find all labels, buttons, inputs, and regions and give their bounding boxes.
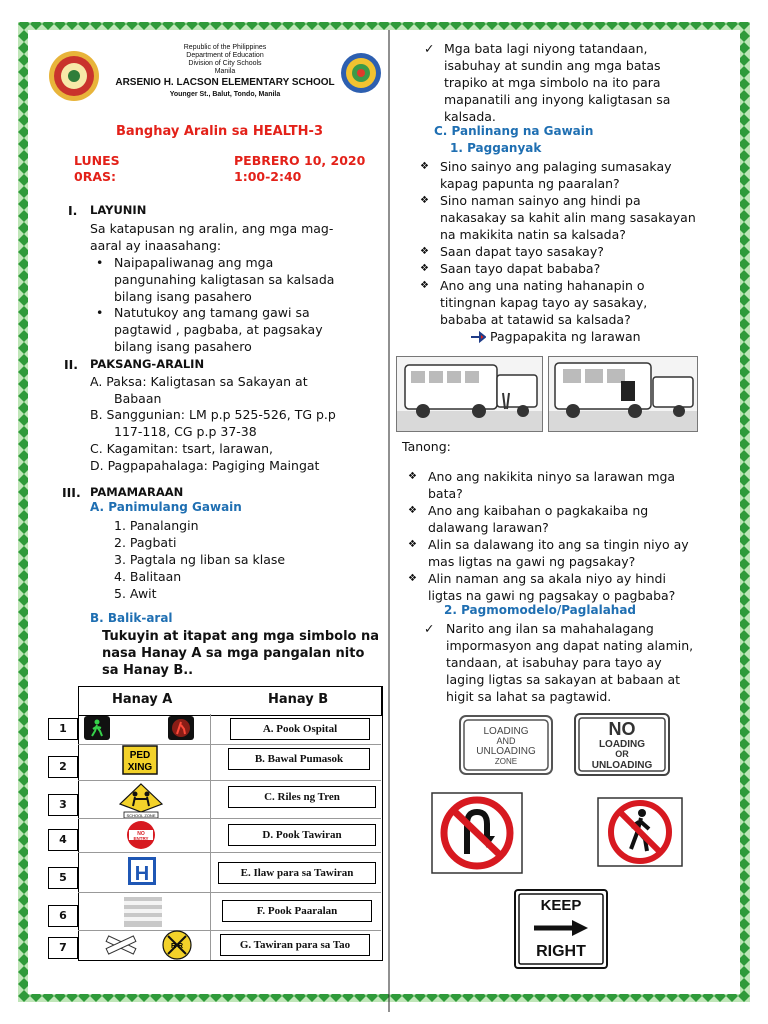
arrow-bullet-icon bbox=[470, 330, 486, 344]
objective-2: Natutukoy ang tamang gawi sa bbox=[114, 305, 310, 320]
keep-label: KEEP bbox=[540, 897, 582, 914]
day-label: LUNES bbox=[74, 153, 120, 168]
and-label: AND bbox=[496, 736, 516, 746]
question: Ano ang nakikita ninyo sa larawan mga bbox=[428, 469, 676, 484]
section2-num: II. bbox=[64, 357, 79, 372]
objective-1: bilang isang pasahero bbox=[114, 289, 252, 304]
information-text: Narito ang ilan sa mahahalagang bbox=[446, 621, 654, 636]
matching-instructions: nasa Hanay A sa mga pangalan nito bbox=[102, 646, 365, 661]
ped-xing-sign bbox=[122, 745, 158, 775]
question: Ano ang una nating hahanapin o bbox=[440, 278, 645, 293]
topic: A. Paksa: Kaligtasan sa Sakayan at bbox=[90, 374, 308, 389]
no-label: NO bbox=[137, 831, 145, 837]
value-focus: D. Pagpapahalaga: Pagiging Maingat bbox=[90, 458, 320, 473]
railroad-sign bbox=[162, 930, 192, 960]
railroad-crossbuck-icon bbox=[104, 932, 138, 958]
question: mas ligtas na gawi ng pagsakay? bbox=[428, 554, 636, 569]
section1-intro: Sa katapusan ng aralin, ang mga mag- bbox=[90, 221, 334, 236]
right-label: RIGHT bbox=[536, 943, 586, 960]
crosswalk-icon bbox=[124, 897, 162, 927]
information-text: higit sa lahat sa pagtawid. bbox=[446, 689, 612, 704]
objective-2: bilang isang pasahero bbox=[114, 339, 252, 354]
or-label: OR bbox=[615, 749, 629, 759]
lesson-title: Banghay Aralin sa HEALTH-3 bbox=[116, 124, 323, 139]
row-number: 2 bbox=[48, 756, 78, 778]
question: bababa at tatawid sa kalsada? bbox=[440, 312, 631, 327]
motivation-heading: 1. Pagganyak bbox=[450, 141, 542, 155]
column-b-header: Hanay B bbox=[268, 692, 329, 707]
question: ligtas na gawi ng pagsakay o pagbaba? bbox=[428, 588, 676, 603]
loading-label: LOADING bbox=[483, 726, 529, 737]
question: dalawang larawan? bbox=[428, 520, 549, 535]
section2-heading: PAKSANG-ARALIN bbox=[90, 357, 205, 371]
row-number: 6 bbox=[48, 905, 78, 927]
department-line: Department of Education bbox=[186, 52, 264, 59]
answer-option: A. Pook Ospital bbox=[230, 718, 370, 740]
school-zone-label: SCHOOL ZONE bbox=[126, 813, 156, 818]
reference: B. Sanggunian: LM p.p 525-526, TG p.p bbox=[90, 407, 336, 422]
entry-label: ENTRY bbox=[133, 836, 149, 841]
date: PEBRERO 10, 2020 bbox=[234, 153, 366, 168]
reference: 117-118, CG p.p 37-38 bbox=[114, 424, 257, 439]
ped-label: PED bbox=[129, 750, 151, 761]
matching-instructions: Tukuyin at itapat ang mga simbolo na bbox=[102, 629, 380, 644]
topic: Babaan bbox=[114, 391, 162, 406]
reminder-text: Mga bata lagi niyong tatandaan, bbox=[444, 41, 648, 56]
diamond-bullet-icon: ❖ bbox=[408, 505, 417, 516]
development-heading: C. Panlinang na Gawain bbox=[434, 124, 594, 138]
objective-1: Naipapaliwanag ang mga bbox=[114, 255, 274, 270]
question: Alin naman ang sa akala niyo ay hindi bbox=[428, 571, 666, 586]
jeepney-photo-2 bbox=[548, 356, 698, 432]
school-name: ARSENIO H. LACSON ELEMENTARY SCHOOL bbox=[115, 77, 335, 88]
time: 1:00-2:40 bbox=[234, 169, 302, 184]
answer-option: G. Tawiran para sa Tao bbox=[220, 934, 370, 956]
answer-option: F. Pook Paaralan bbox=[222, 900, 372, 922]
objective-1: pangunahing kaligtasan sa kalsada bbox=[114, 272, 335, 287]
diamond-bullet-icon: ❖ bbox=[420, 263, 429, 274]
question: na makikita natin sa kalsada? bbox=[440, 227, 626, 242]
question: Ano ang kaibahan o pagkakaiba ng bbox=[428, 503, 649, 518]
diamond-bullet-icon: ❖ bbox=[408, 471, 417, 482]
diamond-bullet-icon: ❖ bbox=[408, 573, 417, 584]
city-line: Manila bbox=[214, 68, 236, 75]
jeepney-photo-1 bbox=[396, 356, 543, 432]
section1-heading: LAYUNIN bbox=[90, 203, 147, 217]
row-number: 5 bbox=[48, 867, 78, 889]
diamond-bullet-icon: ❖ bbox=[420, 246, 429, 257]
activity-item: 4. Balitaan bbox=[114, 569, 182, 584]
row-number: 1 bbox=[48, 718, 78, 740]
time-label: 0RAS: bbox=[74, 169, 116, 184]
row-number: 3 bbox=[48, 794, 78, 816]
school-address: Younger St., Balut, Tondo, Manila bbox=[169, 91, 281, 98]
reminder-text: trapiko at mga simbolo na ito para bbox=[444, 75, 661, 90]
school-logo bbox=[48, 50, 100, 102]
zone-label: ZONE bbox=[494, 757, 518, 766]
section3-num: III. bbox=[62, 485, 81, 500]
question: nakasakay sa kahit alin mang sasakayan bbox=[440, 210, 696, 225]
unloading-label: UNLOADING bbox=[476, 746, 536, 757]
modeling-heading: 2. Pagmomodelo/Paglalahad bbox=[444, 603, 637, 617]
section3-heading: PAMAMARAAN bbox=[90, 485, 184, 499]
bullet-dot: • bbox=[96, 255, 104, 270]
column-divider bbox=[210, 714, 211, 960]
stop-signal-icon bbox=[168, 716, 194, 740]
matching-instructions: sa Hanay B.. bbox=[102, 663, 194, 678]
question: Sino sainyo ang palaging sumasakay bbox=[440, 159, 672, 174]
school-zone-sign bbox=[118, 782, 164, 818]
activity-item: 2. Pagbati bbox=[114, 535, 177, 550]
reminder-text: isabuhay at sundin ang mga batas bbox=[444, 58, 661, 73]
republic-line: Republic of the Philippines bbox=[183, 44, 267, 51]
information-text: impormasyon ang dapat nating alamin, bbox=[446, 638, 694, 653]
check-icon: ✓ bbox=[424, 41, 435, 56]
loading-zone-sign bbox=[459, 715, 553, 775]
question: titingnan kapag tayo ay sasakay, bbox=[440, 295, 648, 310]
question: Saan dapat tayo sasakay? bbox=[440, 244, 604, 259]
answer-option: E. Ilaw para sa Tawiran bbox=[218, 862, 376, 884]
check-icon: ✓ bbox=[424, 621, 435, 636]
diamond-bullet-icon: ❖ bbox=[420, 280, 429, 291]
division-line: Division of City Schools bbox=[188, 60, 262, 67]
question: kapag papunta ng paaralan? bbox=[440, 176, 620, 191]
row-number: 4 bbox=[48, 829, 78, 851]
no-loading-sign bbox=[574, 713, 670, 776]
bullet-dot: • bbox=[96, 305, 104, 320]
activity-item: 5. Awit bbox=[114, 586, 157, 601]
answer-option: B. Bawal Pumasok bbox=[228, 748, 370, 770]
answer-option: C. Riles ng Tren bbox=[228, 786, 376, 808]
walk-signal-icon bbox=[84, 716, 110, 740]
no-pedestrian-sign bbox=[597, 797, 683, 867]
reminder-text: mapanatili ang inyong kaligtasan sa bbox=[444, 92, 671, 107]
no-label: NO bbox=[608, 719, 636, 739]
preliminary-heading: A. Panimulang Gawain bbox=[90, 500, 242, 514]
keep-right-sign bbox=[514, 889, 608, 969]
reminder-text: kalsada. bbox=[444, 109, 496, 124]
question: bata? bbox=[428, 486, 463, 501]
row-number: 7 bbox=[48, 937, 78, 959]
no-u-turn-sign bbox=[431, 792, 523, 874]
diamond-bullet-icon: ❖ bbox=[420, 161, 429, 172]
diamond-bullet-icon: ❖ bbox=[420, 195, 429, 206]
information-text: tandaan, at isabuhay para tayo ay bbox=[446, 655, 662, 670]
hospital-sign bbox=[128, 857, 156, 885]
rr-label: R R bbox=[170, 943, 184, 950]
information-text: laging ligtas sa sakayan at babaan at bbox=[446, 672, 681, 687]
diamond-bullet-icon: ❖ bbox=[408, 539, 417, 550]
section1-num: I. bbox=[68, 203, 78, 218]
loading-label: LOADING bbox=[598, 739, 646, 750]
section1-intro: aaral ay inaasahang: bbox=[90, 238, 222, 253]
materials: C. Kagamitan: tsart, larawan, bbox=[90, 441, 273, 456]
objective-2: pagtawid , pagbaba, at pagsakay bbox=[114, 322, 323, 337]
review-heading: B. Balik-aral bbox=[90, 611, 173, 625]
column-a-header: Hanay A bbox=[112, 692, 173, 707]
answer-option: D. Pook Tawiran bbox=[228, 824, 376, 846]
question: Sino naman sainyo ang hindi pa bbox=[440, 193, 641, 208]
show-picture-text: Pagpapakita ng larawan bbox=[490, 329, 641, 344]
xing-label: XING bbox=[127, 762, 153, 773]
question: Alin sa dalawang ito ang sa tingin niyo ay bbox=[428, 537, 689, 552]
activity-item: 1. Panalangin bbox=[114, 518, 199, 533]
activity-item: 3. Pagtala ng liban sa klase bbox=[114, 552, 286, 567]
hospital-letter: H bbox=[134, 863, 150, 885]
unloading-label: UNLOADING bbox=[591, 760, 653, 771]
question: Saan tayo dapat bababa? bbox=[440, 261, 601, 276]
no-entry-sign bbox=[124, 820, 158, 850]
tanong-label: Tanong: bbox=[402, 439, 451, 454]
